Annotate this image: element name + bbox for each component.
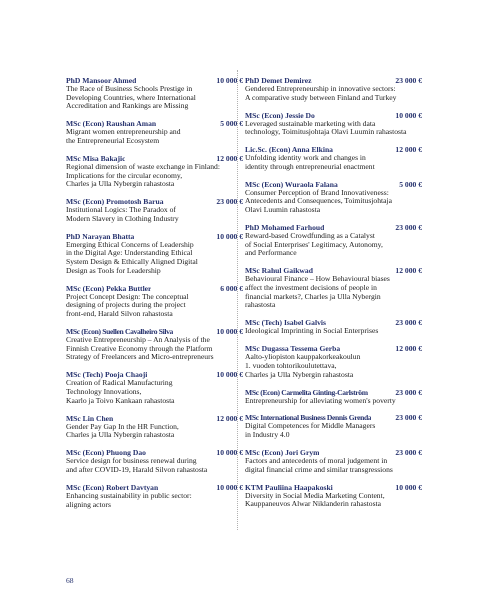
recipient-name: MSc Rahul Gaikwad (245, 266, 313, 276)
description-line: Diversity in Social Media Marketing Content, (245, 490, 385, 500)
project-description (245, 457, 422, 474)
grant-amount: 23 000 € (395, 413, 422, 423)
description-line: Migrant women entrepreneurship and (66, 127, 181, 137)
description-line: Antecedents and Consequences, Toimitusjohtaja (245, 196, 392, 206)
project-description (66, 128, 243, 145)
description-line: financial markets?, Charles ja Ulla Nybergin (245, 291, 381, 301)
grant-entry (245, 266, 422, 310)
description-line: System Design & Ethically Aligned Digital (66, 257, 198, 267)
grant-entry (245, 180, 422, 215)
grant-amount: 23 000 € (395, 318, 422, 328)
grant-amount: 12 000 € (395, 266, 422, 276)
project-description (245, 422, 422, 439)
grant-entry (66, 414, 243, 440)
grant-amount: 10 000 € (216, 370, 243, 380)
project-description (66, 457, 243, 474)
recipient-name: MSc (Econ) Raushan Aman (66, 119, 157, 129)
project-description (245, 189, 422, 215)
grant-amount: 5 000 € (220, 119, 243, 129)
description-line: technology, Toimitusjohtaja Olavi Luumin rahastosta (245, 127, 407, 137)
description-line: designing of projects during the project (66, 300, 186, 310)
grant-amount: 23 000 € (216, 197, 243, 207)
grant-entry (66, 154, 243, 189)
description-line: of Social Enterprises' Legitimacy, Autonomy, (245, 239, 383, 249)
grant-amount: 6 000 € (220, 283, 243, 293)
description-line: Behavioural Finance – How Behavioural biases (245, 274, 390, 284)
description-line: Kaarlo ja Toivo Kankaan rahastosta (66, 395, 175, 405)
project-description (66, 336, 243, 362)
grant-entry (66, 76, 243, 111)
description-line: Strategy of Freelancers and Micro-entrepreneurs (66, 352, 214, 362)
description-line: in the Digital Age: Understanding Ethical (66, 248, 193, 258)
recipient-name: MSc (Econ) Jessie Do (245, 110, 315, 120)
grant-entry (245, 483, 422, 509)
grant-amount: 12 000 € (395, 145, 422, 155)
grant-amount: 23 000 € (395, 448, 422, 458)
recipient-name: MSc (Econ) Pekka Buttler (66, 283, 152, 293)
recipient-name: MSc International Business Dennis Grenda (245, 413, 372, 423)
grant-entry (66, 483, 243, 509)
description-line: Gendered Entrepreneurship in innovative sectors: (245, 84, 396, 93)
description-line: Developing Countries, where International (66, 92, 196, 102)
recipient-name: Lic.Sc. (Econ) Anna Elkina (245, 145, 333, 155)
description-line: A comparative study between Finland and Turkey (245, 92, 397, 102)
project-description (66, 423, 243, 440)
recipient-name: KTM Pauliina Haapakoski (245, 482, 333, 492)
recipient-name: PhD Narayan Bhatta (66, 231, 135, 241)
grant-entry (245, 344, 422, 379)
grant-entry (245, 413, 422, 439)
grant-amount: 10 000 € (216, 448, 243, 458)
recipient-name: MSc (Econ) Robert Davtyan (66, 482, 159, 492)
description-line: Unfolding identity work and changes in (245, 153, 366, 163)
recipient-name: MSc (Econ) Phuong Dao (66, 448, 146, 458)
grant-entry (66, 197, 243, 223)
right-column (245, 76, 422, 517)
recipient-name: MSc (Econ) Wuraola Falana (245, 179, 338, 189)
grant-amount: 23 000 € (395, 223, 422, 233)
description-line: Factors and antecedents of moral judgement in (245, 456, 388, 466)
grant-amount: 23 000 € (395, 387, 422, 397)
grant-amount: 12 000 € (216, 413, 243, 423)
description-line: in Industry 4.0 (245, 430, 290, 440)
description-line: identity through entrepreneurial enactment (245, 161, 375, 171)
recipient-name: MSc (Econ) Carmelita Ginting-Carlström (245, 387, 368, 397)
grant-amount: 10 000 € (216, 76, 243, 85)
grant-entry (66, 327, 243, 362)
project-description (66, 206, 243, 223)
grant-entry (245, 145, 422, 171)
description-line: Digital Competences for Middle Managers (245, 421, 376, 431)
grant-amount: 10 000 € (395, 482, 422, 492)
description-line: Kauppaneuvos Alwar Niklanderin rahastosta (245, 499, 382, 509)
project-description (245, 85, 422, 102)
description-line: Charles ja Ulla Nybergin rahastosta (66, 430, 175, 440)
recipient-name: PhD Demet Demirez (245, 76, 312, 85)
description-line: front-end, Harald Silvon rahastosta (66, 309, 173, 319)
page-number: 68 (66, 576, 74, 585)
grant-amount: 10 000 € (216, 231, 243, 241)
description-line: Finnish Creative Economy through the Platform (66, 343, 213, 353)
recipient-name: MSc Lin Chen (66, 413, 114, 423)
description-line: Service design for business renewal during (66, 456, 197, 466)
grant-entry (245, 111, 422, 137)
project-description (66, 163, 243, 189)
grant-entry (245, 76, 422, 102)
grant-entry (245, 223, 422, 258)
description-line: Modern Slavery in Clothing Industry (66, 213, 179, 223)
left-column (66, 76, 243, 517)
description-line: digital financial crime and similar transgressions (245, 464, 393, 474)
grant-entry (66, 448, 243, 474)
description-line: Gender Pay Gap In the HR Function, (66, 421, 179, 431)
recipient-name: PhD Mohamed Farhoud (245, 223, 325, 233)
project-description (66, 85, 243, 111)
grant-entry (66, 119, 243, 145)
grant-entry (66, 232, 243, 276)
project-description (245, 397, 422, 406)
project-description (245, 232, 422, 258)
recipient-name: MSc (Econ) Jori Grym (245, 448, 320, 458)
project-description (66, 293, 243, 319)
recipient-name: MSc (Tech) Isabel Galvis (245, 318, 326, 328)
column-divider (237, 70, 238, 530)
recipient-name: MSc Dugassa Tessema Gerba (245, 344, 341, 354)
grant-amount: 12 000 € (216, 153, 243, 163)
description-line: The Race of Business Schools Prestige in (66, 84, 193, 93)
project-description (245, 327, 422, 336)
description-line: Design as Tools for Leadership (66, 265, 161, 275)
description-line: Project Concept Design: The conceptual (66, 291, 189, 301)
description-line: Ideological Imprinting in Social Enterprises (245, 326, 379, 336)
description-line: Regional dimension of waste exchange in Finland: (66, 161, 220, 171)
project-description (245, 492, 422, 509)
recipient-name: MSc (Tech) Pooja Chaoji (66, 370, 148, 380)
description-line: Reward-based Crowdfunding as a Catalyst (245, 231, 375, 241)
project-description (245, 154, 422, 171)
description-line: Accreditation and Rankings are Missing (66, 101, 189, 111)
description-line: Leveraged sustainable marketing with data (245, 118, 376, 128)
recipient-name: PhD Mansoor Ahmed (66, 76, 137, 85)
description-line: Consumer Perception of Brand Innovativeness: (245, 187, 389, 197)
description-line: Entrepreneurship for alleviating women's poverty (245, 395, 396, 405)
description-line: Charles ja Ulla Nybergin rahastosta (66, 179, 175, 189)
grant-entry (66, 370, 243, 405)
grant-amount: 5 000 € (399, 179, 422, 189)
recipient-name: MSc (Econ) Suellen Cavalheiro Silva (66, 327, 174, 337)
description-line: and after COVID-19, Harald Silvon rahastosta (66, 464, 208, 474)
description-line: Creation of Radical Manufacturing (66, 378, 173, 388)
grant-entry (245, 388, 422, 406)
recipient-name: MSc Misa Bakajic (66, 153, 126, 163)
description-line: Enhancing sustainability in public sector: (66, 490, 192, 500)
project-description (66, 492, 243, 509)
grant-amount: 10 000 € (216, 327, 243, 337)
project-description (245, 120, 422, 137)
description-line: Emerging Ethical Concerns of Leadership (66, 239, 194, 249)
description-line: Aalto-yliopiston kauppakorkeakoulun (245, 352, 361, 362)
project-description (66, 379, 243, 405)
grant-entry (245, 318, 422, 336)
project-description (245, 275, 422, 310)
description-line: rahastosta (245, 300, 276, 310)
grant-amount: 23 000 € (395, 76, 422, 85)
grant-amount: 10 000 € (216, 482, 243, 492)
description-line: Charles ja Ulla Nybergin rahastosta (245, 369, 354, 379)
grant-entry (66, 284, 243, 319)
grant-amount: 12 000 € (395, 344, 422, 354)
description-line: Creative Entrepreneurship – An Analysis of the (66, 335, 210, 345)
recipient-name: MSc (Econ) Promotosh Barua (66, 197, 164, 207)
description-line: Olavi Luumin rahastosta (245, 205, 321, 215)
description-line: Implications for the circular economy, (66, 170, 183, 180)
description-line: aligning actors (66, 499, 111, 509)
project-description (66, 241, 243, 276)
project-description (245, 353, 422, 379)
description-line: Institutional Logics: The Paradox of (66, 205, 176, 215)
description-line: the Entrepreneurial Ecosystem (66, 136, 160, 145)
grant-entry (245, 448, 422, 474)
grant-amount: 10 000 € (395, 110, 422, 120)
description-line: affect the investment decisions of people in (245, 283, 377, 293)
description-line: 1. vuoden tohtorikoulutettava, (245, 360, 337, 370)
description-line: and Performance (245, 248, 297, 258)
description-line: Technology Innovations, (66, 387, 142, 397)
